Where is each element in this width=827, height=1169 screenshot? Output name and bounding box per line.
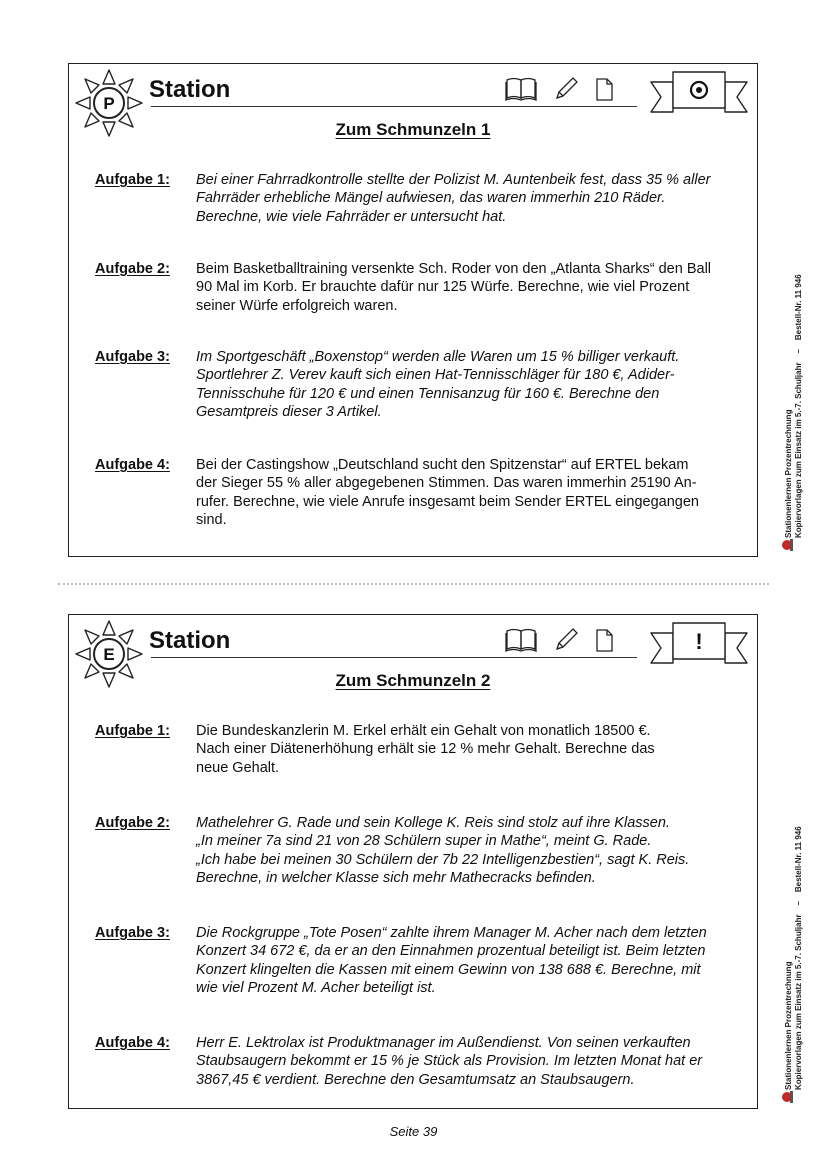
station-title: Station (149, 627, 231, 654)
task-label: Aufgabe 1 (95, 172, 166, 188)
sun-letter: E (103, 645, 115, 664)
text-line: wie viel Prozent M. Acher beteiligt ist. (196, 980, 436, 997)
text-line: „In meiner 7a sind 21 von 28 Schülern super in Mathe“, meint G. Rade. (196, 833, 652, 850)
task-label: Aufgabe 2 (95, 815, 166, 831)
task-text (196, 348, 741, 422)
task-label: Aufgabe 4 (95, 1035, 166, 1051)
text-line: Tennisschuhe für 120 € und einen Tennisanzug für 160 €. Berechne den (196, 385, 660, 402)
cut-line (58, 583, 769, 585)
task-text (196, 1034, 741, 1089)
text-line: Gesamtpreis dieser 3 Artikel. (196, 404, 382, 421)
header-line (151, 657, 637, 658)
task-label: Aufgabe 3 (95, 925, 166, 941)
card-title: Zum Schmunzeln 1 (335, 120, 491, 139)
tool-icons (505, 627, 615, 653)
tool-icons (505, 76, 615, 102)
station-card-2: E Station ! Zum Schmunzeln 2 Aufgabe 1: Die Bundeskanzlerin M. Erkel erhält ein Gehalt von monatlich 18500 €. Nach einer Diätenerhöhung erhält sie 12 % mehr Gehalt. Berechne das neue Gehalt. Aufgabe 2: Mathelehrer G. Rade und sein Kollege K. Reis sind stolz auf ihre Klassen. „In meiner 7a sind 21 von 28 Schülern super in Mathe“, meint G. Rade. „Ich habe bei meinen 30 Schülern der 7b 22 Intelligenzbestien“, sagt K. Reis. Berechne, in welcher Klasse sich mehr Mathecracks befinden. Aufgabe 3: Die Rockgruppe „Tote Posen“ zahlte ihrem Manager M. Acher nach dem letzten Konzert 34 672 €, da er an den Einnahmen prozentual beteiligt ist. Beim letzten Konzert klingelten die Kassen mit einem Gewinn von 138 688 €. Berechne, mit wie viel Prozent M. Acher beteiligt ist. Aufgabe 4: Herr E. Lektrolax ist Produktmanager im Außendienst. Von seinen verkauften Staubsaugern bekommt er 15 % je Stück als Provision. Im letzten Monat hat er 3867,45 € verdient. Berechne den Gesamtumsatz an Staubsaugern. (68, 614, 758, 1109)
text-line: Bei der Castingshow „Deutschland sucht den Spitzenstar“ auf ERTEL bekam (196, 457, 689, 473)
task-text (196, 722, 741, 777)
task-label: Aufgabe 4 (95, 457, 166, 473)
text-line: Beim Basketballtraining versenkte Sch. Roder von den „Atlanta Sharks“ den Ball (196, 261, 712, 277)
task-text (196, 924, 741, 998)
task-text (196, 814, 741, 888)
side-order-number: Bestell-Nr. 11 946 (794, 274, 803, 341)
card-title: Zum Schmunzeln 2 (335, 671, 491, 690)
book-icon (506, 630, 536, 652)
text-line: der Sieger 55 % aller abgegebenen Stimmen. Das waren immerhin 25190 An- (196, 475, 697, 492)
task-label: Aufgabe 2 (95, 261, 166, 277)
text-line: Bei einer Fahrradkontrolle stellte der Polizist M. Auntenbeik fest, dass 35 % aller (196, 172, 711, 188)
text-line: Die Bundeskanzlerin M. Erkel erhält ein Gehalt von monatlich 18500 €. (196, 723, 651, 739)
header-line (151, 106, 637, 107)
side-subtitle: Kopiervorlagen zum Einsatz im 5.-7. Schuljahr (794, 914, 803, 1090)
publisher-logo (781, 1089, 797, 1105)
task-label: Aufgabe 3 (95, 349, 166, 365)
task-text (196, 171, 741, 226)
exclamation-icon: ! (695, 629, 703, 654)
text-line: Die Rockgruppe „Tote Posen“ zahlte ihrem Manager M. Acher nach dem letzten (196, 925, 707, 941)
side-dash: – (794, 901, 803, 906)
side-series: Stationenlernen Prozentrechnung (784, 409, 793, 538)
book-icon (506, 79, 536, 101)
text-line: Sportlehrer Z. Verev kauft sich einen Hat-Tennisschläger für 180 €, Adider- (196, 367, 675, 384)
task-label: Aufgabe 1 (95, 723, 166, 739)
page-number: Seite 39 (389, 1124, 438, 1139)
station-card-1: P Station Zum Schmunzeln 1 Aufgabe 1: Bei einer Fahrradkontrolle stellte der Polizist M. Auntenbeik fest, dass 35 % aller Fahrräder erhebliche Mängel aufwiesen, das waren immerhin 210 Räder. Berechne, wie viele Fahrräder er untersucht hat. Aufgabe 2: Beim Basketballtraining versenkte Sch. Roder von den „Atlanta Sharks“ den Ball 90 Mal im Korb. Er brauchte dafür nur 125 Würfe. Berechne, wie viel Prozent seiner Würfe erfolgreich waren. Aufgabe 3: Im Sportgeschäft „Boxenstop“ werden alle Waren um 15 % billiger verkauft. Sportlehrer Z. Verev kauft sich einen Hat-Tennisschläger für 180 €, Adider- Tennisschuhe für 120 € und einen Tennisanzug für 160 €. Berechne den Gesamtpreis dieser 3 Artikel. Aufgabe 4: Bei der Castingshow „Deutschland sucht den Spitzenstar“ auf ERTEL bekam der Sieger 55 % aller abgegebenen Stimmen. Das waren immerhin 25190 An- rufer. Berechne, wie viele Anrufe insgesamt beim Sender ERTEL eingegangen sind. (68, 63, 758, 557)
text-line: Im Sportgeschäft „Boxenstop“ werden alle Waren um 15 % billiger verkauft. (196, 349, 680, 365)
sun-letter: P (103, 94, 115, 113)
text-line: Konzert 34 672 €, da er an den Einnahmen prozentual beteiligt ist. Beim letzten (196, 943, 706, 960)
text-line: seiner Würfe erfolgreich waren. (196, 297, 398, 314)
text-line: „Ich habe bei meinen 30 Schülern der 7b 22 Intelligenzbestien“, sagt K. Reis. (196, 851, 690, 868)
text-line: Fahrräder erhebliche Mängel aufwiesen, das waren immerhin 210 Räder. (196, 190, 666, 207)
text-line: sind. (196, 512, 227, 529)
ribbon-icon (649, 70, 749, 114)
text-line: 3867,45 € verdient. Berechne den Gesamtumsatz an Staubsaugern. (196, 1071, 635, 1088)
text-line: Berechne, wie viele Fahrräder er untersucht hat. (196, 208, 507, 225)
text-line: Konzert klingelten die Kassen mit einem Gewinn von 138 688 €. Berechne, mit (196, 961, 701, 978)
station-title: Station (149, 76, 231, 103)
task-text (196, 456, 741, 530)
side-order-number: Bestell-Nr. 11 946 (794, 826, 803, 893)
pencil-icon (557, 629, 577, 649)
side-credit-top (784, 178, 804, 538)
side-series: Stationenlernen Prozentrechnung (784, 961, 793, 1090)
text-line: Staubsaugern bekommt er 15 % je Stück als Provision. Im letzten Monat hat er (196, 1053, 703, 1070)
text-line: Berechne, in welcher Klasse sich mehr Mathecracks befinden. (196, 870, 596, 887)
task-text (196, 260, 741, 315)
text-line: Mathelehrer G. Rade und sein Kollege K. Reis sind stolz auf ihre Klassen. (196, 815, 670, 831)
ribbon-icon (649, 621, 749, 665)
text-line: Nach einer Diätenerhöhung erhält sie 12 % mehr Gehalt. Berechne das (196, 741, 655, 758)
text-line: 90 Mal im Korb. Er brauchte dafür nur 125 Würfe. Berechne, wie viel Prozent (196, 279, 690, 296)
document-icon (597, 79, 612, 100)
text-line: rufer. Berechne, wie viele Anrufe insgesamt beim Sender ERTEL eingegangen (196, 493, 699, 510)
text-line: neue Gehalt. (196, 759, 280, 776)
pencil-icon (557, 78, 577, 98)
side-credit-bottom (784, 730, 804, 1090)
document-icon (597, 630, 612, 651)
text-line: Herr E. Lektrolax ist Produktmanager im Außendienst. Von seinen verkauften (196, 1035, 691, 1051)
side-dash: – (794, 349, 803, 354)
publisher-logo (781, 537, 797, 553)
side-subtitle: Kopiervorlagen zum Einsatz im 5.-7. Schuljahr (794, 362, 803, 538)
